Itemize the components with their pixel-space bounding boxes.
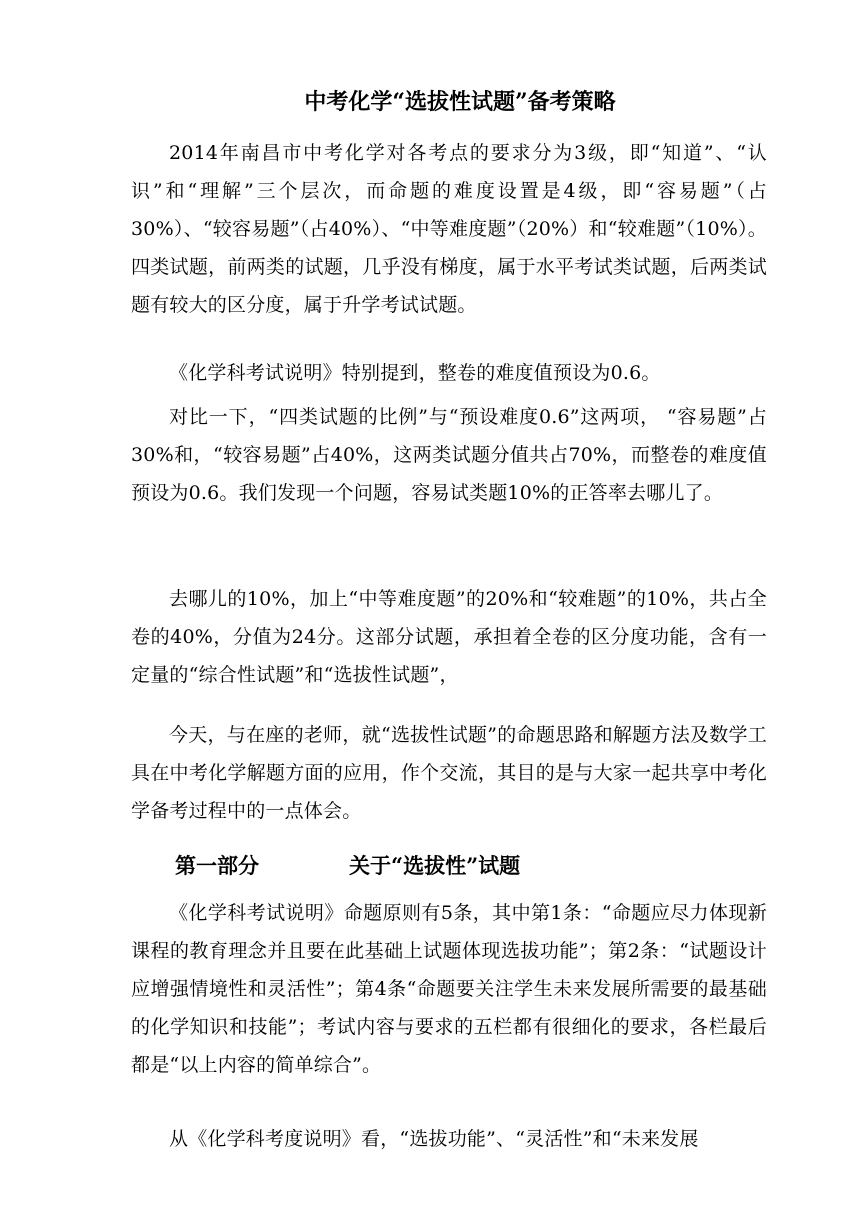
paragraph-difficulty-value: 《化学科考试说明》特别提到，整卷的难度值预设为0.6。 [169, 362, 661, 384]
section-title: 关于“选拔性”试题 [349, 853, 521, 878]
document-title: 中考化学“选拔性试题”备考策略 [304, 89, 616, 115]
paragraph-selection-function: 从《化学科考度说明》看，“选拔功能”、“灵活性”和“未来发展 [169, 1128, 699, 1150]
paragraph-comparison: 对比一下，“四类试题的比例”与“预设难度0.6”这两项， “容易题”占30%和，“较容易题”占40%，这两类试题分值共占70%，而整卷的难度值预设为0.6。我们发现一个问题，容易试类题10%的正答率去哪儿了。 [131, 406, 767, 504]
paragraph-today-exchange: 今天，与在座的老师，就“选拔性试题”的命题思路和解题方法及数学工具在中考化学解题方面的应用，作个交流，其目的是与大家一起共享中考化学备考过程中的一点体会。 [131, 724, 767, 822]
paragraph-exam-principles: 《化学科考试说明》命题原则有5条，其中第1条：“命题应尽力体现新课程的教育理念并且要在此基础上试题体现选拔功能”；第2条：“试题设计应增强情境性和灵活性”；第4条“命题要关注学生未来发展所需要的最基础的化学知识和技能”；考试内容与要求的五栏都有很细化的要求，各栏最后都是“以上内容的简单综合”。 [131, 902, 767, 1076]
paragraph-missing-ten-percent: 去哪儿的10%，加上“中等难度题”的20%和“较难题”的10%，共占全卷的40%，分值为24分。这部分试题，承担着全卷的区分度功能，含有一定量的“综合性试题”和“选拔性试题”， [131, 588, 767, 686]
section-number: 第一部分 [175, 853, 259, 878]
paragraph-difficulty-levels: 2014年南昌市中考化学对各考点的要求分为3级，即“知道”、“认识”和“理解”三个层次，而命题的难度设置是4级，即“容易题”（占30%）、“较容易题”（占40%）、“中等难度题”（20%）和“较难题”（10%）。四类试题，前两类的试题，几乎没有梯度，属于水平考试类试题，后两类试题有较大的区分度，属于升学考试试题。 [131, 142, 767, 316]
section-heading [175, 848, 520, 884]
